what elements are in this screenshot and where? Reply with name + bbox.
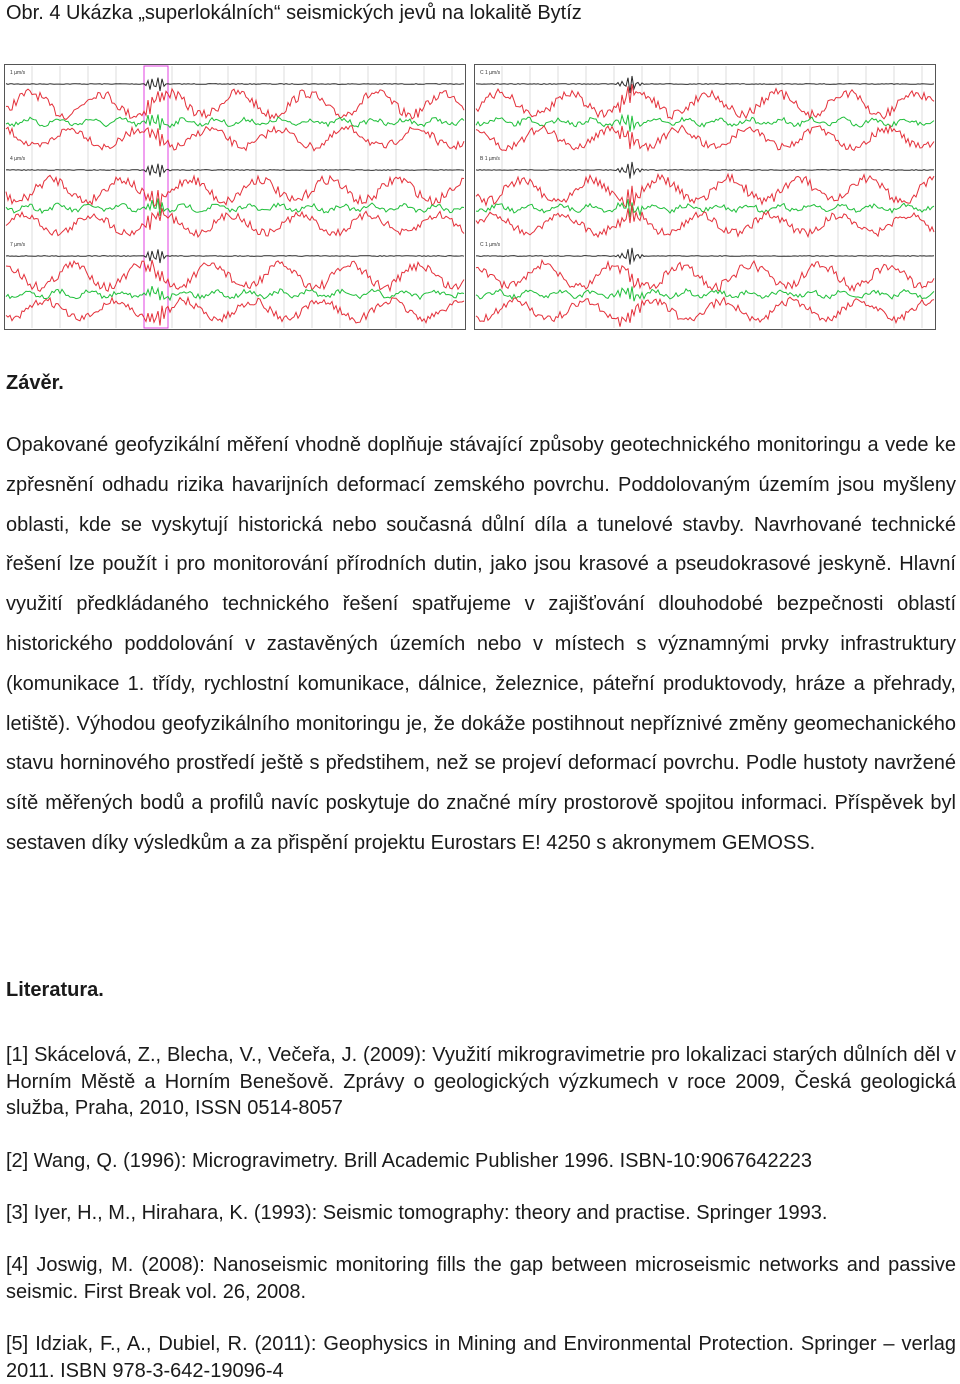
- reference-3: [3] Iyer, H., M., Hirahara, K. (1993): Seismic tomography: theory and practise. Springer 1993.: [6, 1202, 828, 1224]
- reference-4: [4] Joswig, M. (2008): Nanoseismic monitoring fills the gap between microseismic networks and passive seismic. First Break vol. 26, 2008.: [6, 1254, 956, 1303]
- reference-5: [5] Idziak, F., A., Dubiel, R. (2011): Geophysics in Mining and Environmental Protection. Springer – verlag 2011. ISBN 978-3-642-19096-4: [6, 1333, 956, 1382]
- reference-1: [1] Skácelová, Z., Blecha, V., Večeřa, J. (2009): Využití mikrogravimetrie pro lokalizaci starých důlních děl v Horním Městě a Horním Benešově. Zprávy o geologických výzkumech v roce 2009, Česká geologická služba, Praha, 2010, ISSN 0514-8057: [6, 1044, 956, 1119]
- seismogram-right: [474, 64, 936, 330]
- seismogram-figure: [4, 64, 936, 330]
- left-channel-label: 4 µm/s: [10, 156, 26, 162]
- figure-caption: Obr. 4 Ukázka „superlokálních“ seismických jevů na lokalitě Bytíz: [6, 2, 582, 24]
- conclusion-paragraph: Opakované geofyzikální měření vhodně doplňuje stávající způsoby geotechnického monitoringu a vede ke zpřesnění odhadu rizika havarijních deformací zemského povrchu. Poddolovaným územím jsou myšleny oblasti, kde se vyskytují historická nebo současná důlní díla a tunelové stavby. Navrhované technické řešení lze použít i pro monitorování přírodních dutin, jako jsou krasové a pseudokrasové jeskyně. Hlavní využití předkládaného technického řešení spatřujeme v zajišťování dlouhodobé bezpečnosti oblastí historického poddolování v zastavěných územích nebo v místech s významnými prvky infrastruktury (komunikace 1. třídy, rychlostní komunikace, dálnice, železnice, páteřní produktovody, hráze a přehrady, letiště). Výhodou geofyzikálního monitoringu je, že dokáže postihnout nepříznivé změny geomechanického stavu horninového prostředí ještě s předstihem, než se projeví deformací povrchu. Podle hustoty navržené sítě měřených bodů a profilů navíc poskytuje do značné míry prostorově spojitou informaci. Příspěvek byl sestaven díky výsledkům a za přispění projektu Eurostars E! 4250 s akronymem GEMOSS.: [6, 434, 956, 854]
- literature-heading: Literatura.: [6, 979, 104, 1001]
- right-channel-label: B 1 µm/s: [480, 156, 500, 162]
- right-channel-label: C 1 µm/s: [480, 70, 501, 76]
- left-channel-label: 7 µm/s: [10, 242, 26, 248]
- seismogram-left: [4, 64, 466, 330]
- left-channel-label: 1 µm/s: [10, 70, 26, 76]
- right-channel-label: C 1 µm/s: [480, 242, 501, 248]
- conclusion-heading: Závěr.: [6, 372, 64, 394]
- reference-2: [2] Wang, Q. (1996): Microgravimetry. Brill Academic Publisher 1996. ISBN-10:9067642223: [6, 1150, 812, 1172]
